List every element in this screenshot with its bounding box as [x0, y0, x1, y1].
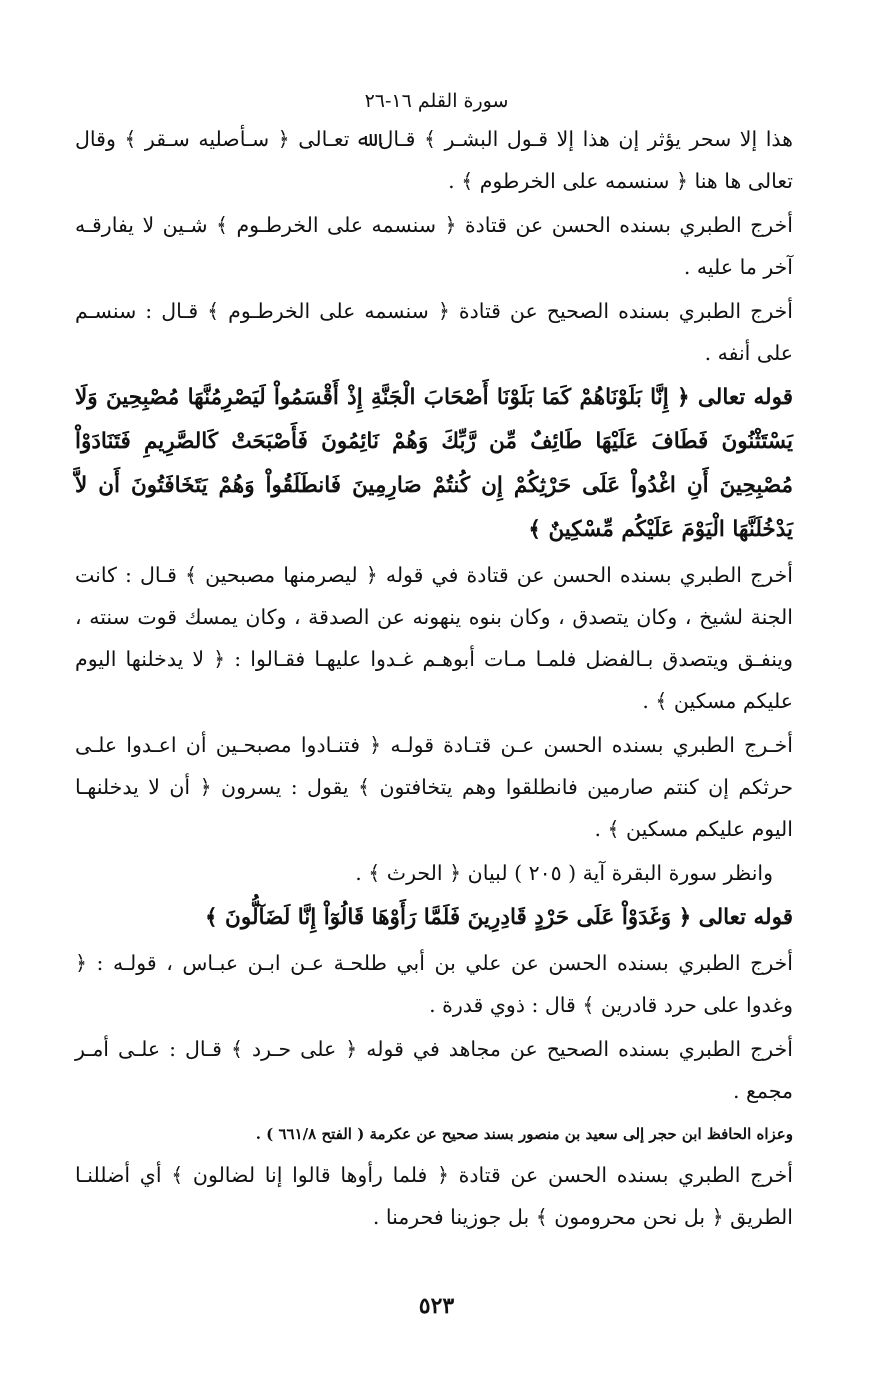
- paragraph-2: أخرج الطبري بسنده الحسن عن قتادة ﴿ سنسمه على الخرطـوم ﴾ شـين لا يفارقـه آخر ما عليه .: [75, 213, 793, 279]
- page-body: [75, 118, 793, 1240]
- page-number: ٥٢٣: [418, 1293, 455, 1319]
- paragraph-5: أخـرج الطبري بسنده الحسن عـن قتـادة قولـه ﴿ فتنـادوا مصبحـين أن اعـدوا علـى حرثكم إن كنتم صارمين فانطلقوا وهم يتخافتون ﴾ يقول : يسرون ﴿ أن لا يدخلنهـا اليوم عليكم مسكين ﴾ .: [75, 733, 793, 841]
- paragraph-3: أخرج الطبري بسنده الصحيح عن قتادة ﴿ سنسمه على الخرطـوم ﴾ قـال : سنسـم على أنفه .: [75, 299, 793, 365]
- paragraph-7: أخرج الطبري بسنده الحسن عن علي بن أبي طلحـة عـن ابـن عبـاس ، قولـه : ﴿ وغدوا على حرد قادرين ﴾ قال : ذوي قدرة .: [75, 951, 793, 1017]
- verse-heading-1: قوله تعالى ﴿ إِنَّا بَلَوْنَاهُمْ كَمَا بَلَوْنَا أَصْحَابَ الْجَنَّةِ إِذْ أَقْسَمُواْ لَيَصْرِمُنَّهَا مُصْبِحِينَ وَلَا يَسْتَثْنُونَ فَطَافَ عَلَيْهَا طَائِفٌ مِّن رَّبِّكَ وَهُمْ نَائِمُونَ فَأَصْبَحَتْ كَالصَّرِيمِ فَتَنَادَوْاْ مُصْبِحِينَ أَنِ اغْدُواْ عَلَى حَرْثِكُمْ إِن كُنتُمْ صَارِمِينَ فَانطَلَقُواْ وَهُمْ يَتَخَافَتُونَ أَن لاَّ يَدْخُلَنَّهَا الْيَوْمَ عَلَيْكُم مِّسْكِينٌ ﴾: [75, 385, 793, 542]
- running-title: سورة القلم ١٦-٢٦: [364, 90, 509, 112]
- paragraph-1: هذا إلا سحر يؤثر إن هذا إلا قـول البشـر ﴾ قـال ﷲ تعـالى ﴿ سـأصليه سـقر ﴾ وقال تعالى ها هنا ﴿ سنسمه على الخرطوم ﴾ .: [75, 127, 793, 193]
- paragraph-9: أخرج الطبري بسنده الحسن عن قتادة ﴿ فلما رأوها قالوا إنا لضالون ﴾ أي أضللنـا الطريق ﴿ بل نحن محرومون ﴾ بل جوزينا فحرمنا .: [75, 1163, 793, 1229]
- paragraph-8: أخرج الطبري بسنده الصحيح عن مجاهد في قوله ﴿ على حـرد ﴾ قـال : علـى أمـر مجمع .: [75, 1037, 793, 1103]
- paragraph-6: وانظر سورة البقرة آية ( ٢٠٥ ) لبيان ﴿ الحرث ﴾ .: [355, 861, 773, 885]
- note-paragraph: وعزاه الحافظ ابن حجر إلى سعيد بن منصور بسند صحيح عن عكرمة ( الفتح ٦٦١/٨ ) .: [255, 1125, 793, 1143]
- verse-heading-2: قوله تعالى ﴿ وَغَدَوْاْ عَلَى حَرْدٍ قَادِرِينَ فَلَمَّا رَأَوْهَا قَالُوٓاْ إِنَّا لَضَآلُّونَ ﴾: [204, 905, 793, 930]
- paragraph-4: أخرج الطبري بسنده الحسن عن قتادة في قوله ﴿ ليصرمنها مصبحين ﴾ قـال : كانت الجنة لشيخ ، وكان يتصدق ، وكان بنوه ينهونه عن الصدقة ، وكان يمسك قوت سنته ، وينفـق ويتصدق بـالفضل فلمـا مـات أبوهـم غـدوا عليهـا فقـالوا : ﴿ لا يدخلنها اليوم عليكم مسكين ﴾ .: [75, 563, 793, 713]
